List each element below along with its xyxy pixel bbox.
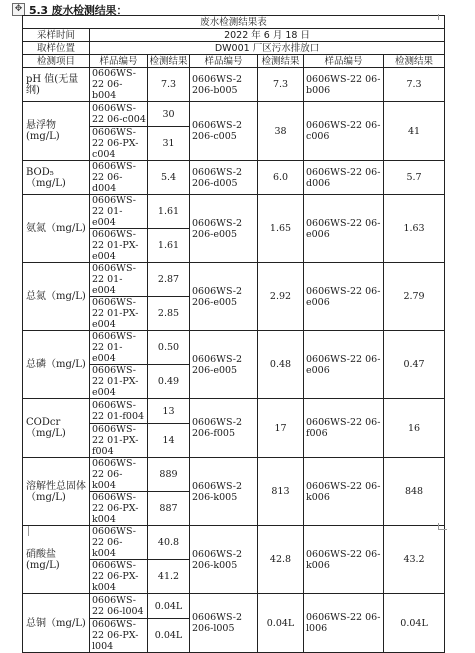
sample-id: 0606WS-22 06-k004: [90, 458, 148, 492]
test-item-label: 悬浮物(mg/L): [23, 102, 90, 161]
sample-id: 0606WS-22 06-e006: [304, 195, 384, 263]
sample-id: 0606WS-22 06-l006: [304, 594, 384, 653]
table-row: [23, 68, 445, 102]
result-value: 1.61: [148, 195, 190, 229]
sample-id: 0606WS-22 01-e004: [90, 263, 148, 297]
result-value: 1.61: [148, 229, 190, 263]
result-value: 43.2: [384, 526, 445, 594]
result-value: 0.49: [148, 365, 190, 399]
header-result-2: 检测结果: [258, 55, 304, 68]
sample-id: 0606WS-2 206-e005: [190, 263, 258, 331]
test-item-label: 溶解性总固体（mg/L): [23, 458, 90, 526]
result-value: 40.8: [148, 526, 190, 560]
sample-id: 0606WS-22 06-c006: [304, 102, 384, 161]
result-value: 0.04L: [258, 594, 304, 653]
sample-id: 0606WS-22 06-e006: [304, 263, 384, 331]
header-result-1: 检测结果: [149, 55, 188, 67]
sample-id: 0606WS-2 206-c005: [190, 102, 258, 161]
test-item-label: pH 值(无量纲): [23, 68, 90, 102]
sample-id: 0606WS-22 06-l004: [90, 594, 148, 619]
sample-id: 0606WS-2 206-e005: [190, 195, 258, 263]
table-row: [23, 331, 445, 365]
table-row: [23, 161, 445, 195]
sample-id: 0606WS-22 01-PX-e004: [90, 229, 148, 263]
sample-id: 0606WS-22 06-c004: [90, 102, 148, 127]
table-row: [23, 195, 445, 229]
header-result-3: 检测结果: [384, 55, 445, 68]
table-row: [23, 263, 445, 297]
sample-id: 0606WS-22 06-d004: [90, 161, 148, 195]
test-item-label: 硝酸盐(mg/L): [23, 526, 90, 594]
result-value: 42.8: [258, 526, 304, 594]
header-sample-id-1: 样品编号: [90, 55, 148, 68]
crop-mark: [438, 523, 447, 530]
result-value: 0.50: [148, 331, 190, 365]
sample-id: 0606WS-22 06-k006: [304, 526, 384, 594]
header-item: 检测项目: [23, 55, 90, 68]
sample-id: 0606WS-22 06-k006: [304, 458, 384, 526]
location-label: 取样位置: [23, 42, 90, 55]
result-value: 31: [148, 127, 190, 161]
result-value: 7.3: [384, 68, 445, 102]
sample-id: 0606WS-22 06-f006: [304, 399, 384, 458]
test-item-label: 总磷（mg/L): [23, 331, 90, 399]
result-value: 6.0: [258, 161, 304, 195]
result-value: 2.87: [148, 263, 190, 297]
sample-id: 0606WS-22 06-d006: [304, 161, 384, 195]
sample-id: 0606WS-22 06-b006: [304, 68, 384, 102]
sample-id: 0606WS-22 06-k004: [90, 526, 148, 560]
result-value: 1.65: [258, 195, 304, 263]
sample-id: 0606WS-2 206-b005: [190, 68, 258, 102]
result-value: 13: [148, 399, 190, 424]
result-value: 2.85: [148, 297, 190, 331]
sample-id: 0606WS-22 06-PX-l004: [90, 619, 148, 653]
table-row: [23, 399, 445, 424]
header-sample-id-3: 样品编号: [304, 55, 384, 68]
test-item-label: BOD₅（mg/L): [23, 161, 90, 195]
sample-time-value: 2022 年 6 月 18 日: [90, 29, 445, 42]
sample-id: 0606WS-22 06-e006: [304, 331, 384, 399]
crop-mark: [438, 14, 449, 20]
section-title: 5.3 废水检测结果：: [29, 4, 128, 17]
crop-mark: [18, 526, 29, 536]
sample-id: 0606WS-2 206-l005: [190, 594, 258, 653]
location-value: DW001 厂区污水排放口: [90, 42, 445, 55]
result-value: 14: [148, 424, 190, 458]
sample-id: 0606WS-22 06-PX-k004: [90, 560, 148, 594]
sample-time-label: 采样时间: [23, 29, 90, 42]
move-handle-icon[interactable]: ✥: [12, 3, 25, 16]
test-item-label: 氨氮（mg/L): [23, 195, 90, 263]
sample-id: 0606WS-2 206-k005: [190, 458, 258, 526]
sample-id: 0606WS-2 206-k005: [190, 526, 258, 594]
sample-id: 0606WS-22 01-PX-e004: [90, 365, 148, 399]
sample-id: 0606WS-2 206-f005: [190, 399, 258, 458]
result-value: 7.3: [258, 68, 304, 102]
result-value: 0.04L: [148, 594, 190, 619]
sample-id: 0606WS-22 01-e004: [90, 331, 148, 365]
result-value: 17: [258, 399, 304, 458]
result-value: 38: [258, 102, 304, 161]
sample-id: 0606WS-22 06-PX-k004: [90, 492, 148, 526]
header-sample-id-2: 样品编号: [190, 55, 258, 68]
result-value: 41: [384, 102, 445, 161]
result-value: 889: [148, 458, 190, 492]
result-value: 2.92: [258, 263, 304, 331]
result-value: 30: [148, 102, 190, 127]
result-value: 2.79: [384, 263, 445, 331]
result-value: 848: [384, 458, 445, 526]
result-value: 0.47: [384, 331, 445, 399]
result-value: 0.48: [258, 331, 304, 399]
result-value: 5.4: [148, 161, 190, 195]
result-value: 1.63: [384, 195, 445, 263]
sample-id: 0606WS-22 06-PX-c004: [90, 127, 148, 161]
sample-id: 0606WS-22 01-f004: [90, 399, 148, 424]
test-item-label: CODcr（mg/L): [23, 399, 90, 458]
result-value: 0.04L: [148, 619, 190, 653]
result-value: 7.3: [148, 68, 190, 102]
test-item-label: 总铜（mg/L): [23, 594, 90, 653]
result-value: 41.2: [148, 560, 190, 594]
result-value: 5.7: [384, 161, 445, 195]
table-row: [23, 458, 445, 492]
sample-id: 0606WS-22 01-e004: [90, 195, 148, 229]
result-value: 887: [148, 492, 190, 526]
sample-id: 0606WS-2 206-e005: [190, 331, 258, 399]
sample-id: 0606WS-22 01-PX-f004: [90, 424, 148, 458]
table-row: [23, 594, 445, 619]
test-item-label: 总氮（mg/L): [23, 263, 90, 331]
result-value: 16: [384, 399, 445, 458]
sample-id: 0606WS-22 06-b004: [90, 68, 148, 102]
result-value: 0.04L: [384, 594, 445, 653]
sample-id: 0606WS-2 206-d005: [190, 161, 258, 195]
wastewater-results-table: [22, 15, 445, 653]
result-value: 813: [258, 458, 304, 526]
table-row: [23, 102, 445, 127]
sample-id: 0606WS-22 01-PX-e004: [90, 297, 148, 331]
table-title: 废水检测结果表: [23, 16, 445, 29]
